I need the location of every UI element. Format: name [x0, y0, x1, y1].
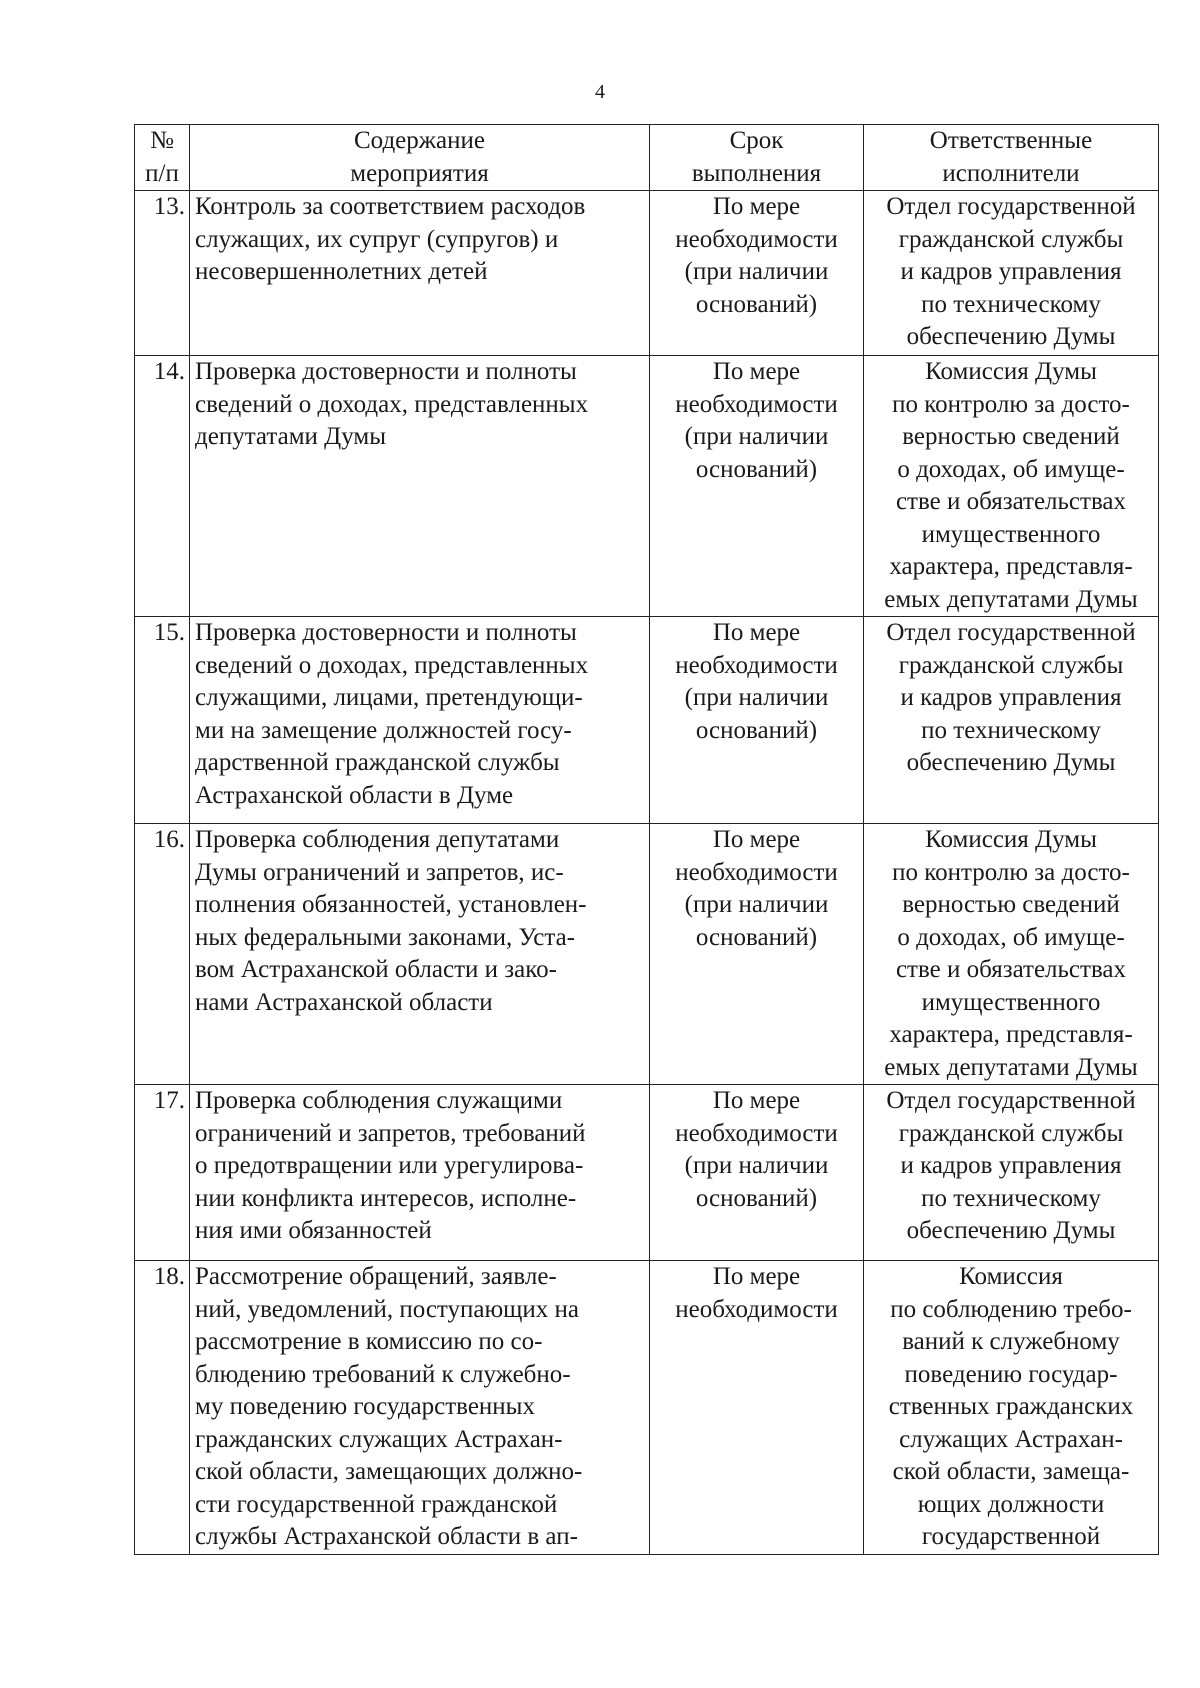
measure-content-line: несовершеннолетних детей: [195, 258, 488, 285]
measure-content-line: Рассмотрение обращений, заявле-: [195, 1263, 557, 1290]
header-number: № п/п: [135, 125, 190, 191]
table-header-row: [135, 125, 1159, 191]
measure-responsible-line: имущественного: [921, 988, 1101, 1016]
measure-term-line: необходимости: [675, 1295, 838, 1323]
measure-term-line: (при наличии: [684, 891, 829, 918]
measure-content-line: гражданских служащих Астрахан-: [195, 1425, 563, 1453]
measure-content-line: нами Астраханской области: [195, 988, 493, 1016]
page-number: 4: [595, 81, 605, 103]
measure-responsible: [864, 356, 1159, 617]
measure-content-line: ми на замещение должностей госу-: [195, 716, 572, 744]
row-number: 16.: [135, 824, 190, 1085]
measure-term-line: (при наличии: [684, 258, 829, 285]
measure-responsible-line: Комиссия: [959, 1263, 1063, 1290]
measure-term-line: оснований): [695, 455, 818, 483]
measure-responsible-line: Отдел государственной: [886, 619, 1136, 646]
measure-content: [190, 1261, 650, 1555]
measure-term-line: оснований): [695, 290, 818, 318]
measure-term-line: необходимости: [675, 1119, 838, 1147]
header-responsible: Ответственные исполнители: [864, 125, 1159, 191]
measure-content-line: дарственной гражданской службы: [195, 749, 560, 776]
measure-content-line: ний, уведомлений, поступающих на: [195, 1295, 580, 1323]
table-row: [135, 1085, 1159, 1261]
measure-responsible-line: по контролю за досто-: [892, 390, 1130, 418]
measures-table: [134, 124, 1159, 1555]
measure-responsible-line: стве и обязательствах: [895, 488, 1127, 515]
measure-term-line: (при наличии: [684, 1152, 829, 1179]
measure-term-line: По мере: [712, 358, 801, 385]
row-number: 17.: [135, 1085, 190, 1261]
measure-content-line: сведений о доходах, представленных: [195, 390, 589, 418]
measure-term-line: необходимости: [675, 225, 838, 253]
measure-responsible: [864, 1085, 1159, 1261]
measure-content: [190, 356, 650, 617]
measure-content-line: Проверка достоверности и полноты: [195, 619, 577, 646]
measure-content: [190, 824, 650, 1085]
measure-responsible-line: о доходах, об имуще-: [897, 455, 1125, 483]
measure-content-line: депутатами Думы: [195, 423, 386, 450]
table-row: [135, 824, 1159, 1085]
measure-responsible-line: гражданской службы: [898, 1119, 1124, 1147]
measure-term-line: (при наличии: [684, 684, 829, 711]
header-term: Срок выполнения: [650, 125, 864, 191]
measure-responsible-line: ваний к служебному: [902, 1328, 1120, 1355]
measure-content-line: Проверка соблюдения служащими: [195, 1087, 563, 1114]
measure-content-line: блюдению требований к служебно-: [195, 1360, 571, 1388]
measure-term: [650, 1261, 864, 1555]
measure-responsible-line: ской области, замеща-: [892, 1458, 1130, 1485]
measure-responsible-line: о доходах, об имуще-: [897, 923, 1125, 951]
measure-term-line: необходимости: [675, 858, 838, 886]
measure-responsible: [864, 824, 1159, 1085]
measure-content-line: Контроль за соответствием расходов: [195, 193, 586, 220]
measure-responsible-line: по техническому: [921, 290, 1101, 318]
measure-responsible-line: по соблюдению требо-: [890, 1295, 1132, 1323]
measure-content-line: вом Астраханской области и зако-: [195, 956, 557, 983]
measure-responsible-line: и кадров управления: [900, 258, 1122, 285]
measure-content: [190, 617, 650, 824]
measure-content-line: служащих, их супруг (супругов) и: [195, 225, 559, 253]
measure-responsible-line: и кадров управления: [900, 684, 1122, 711]
table-row: [135, 191, 1159, 356]
measure-responsible-line: имущественного: [921, 520, 1101, 548]
measure-term-line: По мере: [712, 1087, 801, 1114]
measure-term: [650, 191, 864, 356]
measure-responsible-line: государственной: [921, 1523, 1101, 1550]
measure-responsible-line: ственных гражданских: [888, 1393, 1134, 1420]
measure-responsible: [864, 1261, 1159, 1555]
measure-term: [650, 617, 864, 824]
measure-responsible-line: гражданской службы: [898, 651, 1124, 679]
measure-term-line: По мере: [712, 193, 801, 220]
measure-responsible-line: поведению государ-: [904, 1360, 1118, 1388]
measure-content-line: сти государственной гражданской: [195, 1490, 558, 1518]
measure-responsible-line: Отдел государственной: [886, 1087, 1136, 1114]
measure-content-line: ных федеральными законами, Уста-: [195, 923, 575, 951]
measure-responsible-line: обеспечению Думы: [906, 1217, 1116, 1244]
measure-content-line: Проверка соблюдения депутатами: [195, 826, 560, 853]
measure-responsible-line: верностью сведений: [902, 891, 1120, 918]
measure-term-line: оснований): [695, 1184, 818, 1212]
measure-term-line: необходимости: [675, 390, 838, 418]
measure-responsible-line: характера, представля-: [889, 553, 1133, 580]
row-number: 13.: [135, 191, 190, 356]
measure-content-line: Думы ограничений и запретов, ис-: [195, 858, 564, 886]
measure-responsible-line: стве и обязательствах: [895, 956, 1127, 983]
measure-content-line: ограничений и запретов, требований: [195, 1119, 586, 1147]
measure-content-line: полнения обязанностей, установлен-: [195, 891, 587, 918]
row-number: 14.: [135, 356, 190, 617]
measure-responsible-line: емых депутатами Думы: [884, 585, 1138, 613]
measure-responsible-line: и кадров управления: [900, 1152, 1122, 1179]
measure-term-line: По мере: [712, 619, 801, 646]
measure-content-line: служащими, лицами, претендующи-: [195, 684, 583, 711]
measure-responsible-line: Отдел государственной: [886, 193, 1136, 220]
measure-term-line: оснований): [695, 923, 818, 951]
measure-content-line: му поведению государственных: [195, 1393, 535, 1420]
measure-content-line: ния ими обязанностей: [195, 1217, 432, 1244]
measure-responsible: [864, 617, 1159, 824]
measure-term-line: По мере: [712, 1263, 801, 1290]
table-row: [135, 1261, 1159, 1555]
measure-responsible-line: по контролю за досто-: [892, 858, 1130, 886]
measure-responsible: [864, 191, 1159, 356]
measure-content-line: рассмотрение в комиссию по со-: [195, 1328, 543, 1355]
measure-content-line: службы Астраханской области в ап-: [195, 1523, 578, 1550]
row-number: 15.: [135, 617, 190, 824]
measure-term: [650, 356, 864, 617]
measure-responsible-line: ющих должности: [917, 1490, 1105, 1518]
measure-term-line: (при наличии: [684, 423, 829, 450]
measure-responsible-line: обеспечению Думы: [906, 323, 1116, 350]
measure-content-line: о предотвращении или урегулирова-: [195, 1152, 584, 1179]
measure-content-line: сведений о доходах, представленных: [195, 651, 589, 679]
measure-term: [650, 824, 864, 1085]
measure-content-line: ской области, замещающих должно-: [195, 1458, 583, 1485]
measure-content: [190, 1085, 650, 1261]
measure-responsible-line: емых депутатами Думы: [884, 1053, 1138, 1081]
measure-content: [190, 191, 650, 356]
measure-responsible-line: Комиссия Думы: [925, 358, 1097, 385]
measure-responsible-line: по техническому: [921, 716, 1101, 744]
measure-term-line: необходимости: [675, 651, 838, 679]
measure-responsible-line: служащих Астрахан-: [899, 1425, 1123, 1453]
measure-responsible-line: характера, представля-: [889, 1021, 1133, 1048]
measure-responsible-line: по техническому: [921, 1184, 1101, 1212]
measure-term-line: оснований): [695, 716, 818, 744]
table-row: [135, 617, 1159, 824]
row-number: 18.: [135, 1261, 190, 1555]
measure-content-line: нии конфликта интересов, исполне-: [195, 1184, 577, 1212]
measure-responsible-line: обеспечению Думы: [906, 749, 1116, 776]
measure-content-line: Проверка достоверности и полноты: [195, 358, 577, 385]
header-content: Содержание мероприятия: [190, 125, 650, 191]
measure-term: [650, 1085, 864, 1261]
measure-term-line: По мере: [712, 826, 801, 853]
measure-responsible-line: Комиссия Думы: [925, 826, 1097, 853]
measure-responsible-line: гражданской службы: [898, 225, 1124, 253]
measure-content-line: Астраханской области в Думе: [195, 781, 514, 809]
table-row: [135, 356, 1159, 617]
measure-responsible-line: верностью сведений: [902, 423, 1120, 450]
